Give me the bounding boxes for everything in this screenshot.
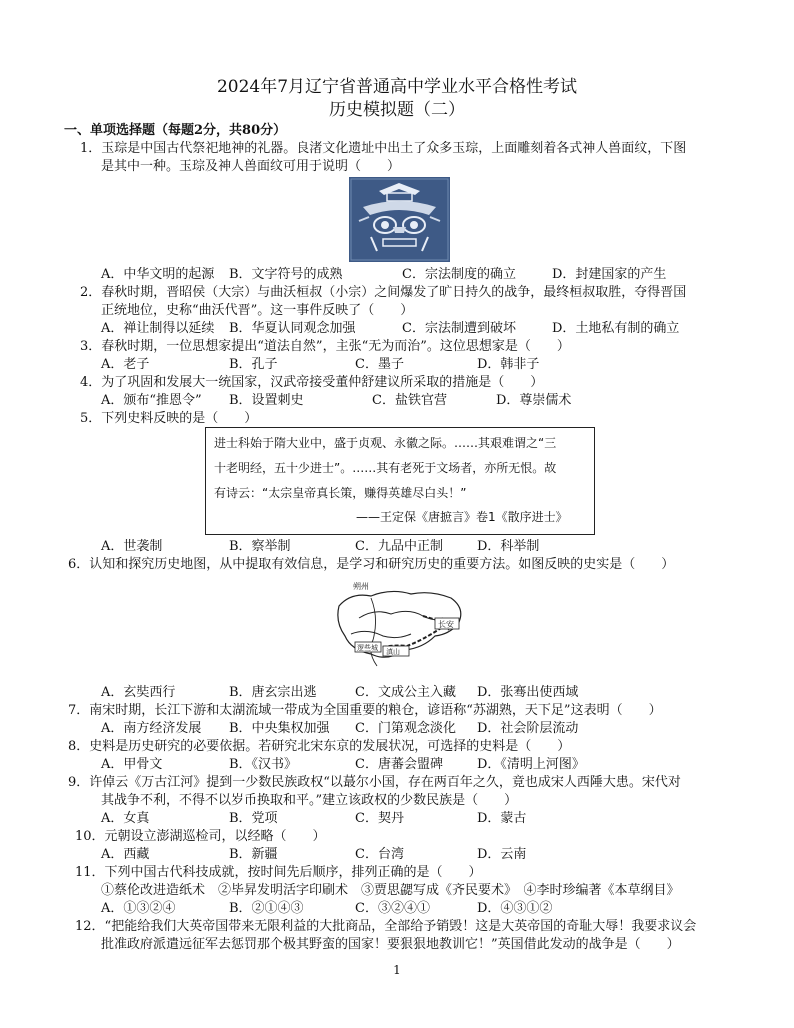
exam-title: 2024年7月辽宁省普通高中学业水平合格性考试	[216, 77, 578, 97]
map-label-luoxiecheng: 逻些城	[357, 644, 378, 652]
q7-stem-line1: 7．南宋时期，长江下游和太湖流域一带成为全国重要的粮仓，谚语称“苏湖熟，天下足”这表明（ ）	[68, 703, 662, 718]
q2-option-b[interactable]: B．华夏认同观念加强	[229, 321, 356, 336]
q1-option-b[interactable]: B．文字符号的成熟	[229, 267, 343, 282]
q2-option-d[interactable]: D．土地私有制的确立	[552, 321, 680, 336]
q9-option-d[interactable]: D．蒙古	[477, 811, 527, 826]
q8-stem-line1: 8．史料是历史研究的必要依据。若研究北宋东京的发展状况，可选择的史料是（ ）	[68, 739, 571, 754]
q6-stem-line1: 6．认知和探究历史地图，从中提取有效信息，是学习和研究历史的重要方法。如图反映的史实是（ ）	[68, 557, 675, 572]
q3-option-d[interactable]: D．韩非子	[477, 357, 540, 372]
exam-subtitle: 历史模拟题（二）	[329, 100, 465, 120]
q7-option-c[interactable]: C．门第观念淡化	[355, 721, 456, 736]
q6-option-d[interactable]: D．张骞出使西域	[477, 685, 579, 700]
q5-quote-line3: 有诗云：“太宗皇帝真长策，赚得英雄尽白头！”	[214, 486, 467, 500]
q9-option-b[interactable]: B．党项	[229, 811, 278, 826]
q5-option-c[interactable]: C．九品中正制	[355, 539, 443, 554]
q5-option-a[interactable]: A．世袭制	[101, 539, 163, 554]
section-heading: 一、单项选择题（每题2分，共80分）	[64, 123, 287, 138]
q7-option-d[interactable]: D．社会阶层流动	[477, 721, 579, 736]
map-label-shuozhou: 朔州	[353, 582, 369, 591]
page-number: 1	[393, 963, 401, 977]
q11-option-b[interactable]: B．②①④③	[229, 901, 304, 916]
q10-option-c[interactable]: C．台湾	[355, 847, 404, 862]
q5-option-d[interactable]: D．科举制	[477, 539, 540, 554]
q1-option-d[interactable]: D．封建国家的产生	[552, 267, 667, 282]
q10-stem-line1: 10．元朝设立澎湖巡检司，以经略（ ）	[75, 829, 326, 844]
q8-option-a[interactable]: A．甲骨文	[101, 757, 163, 772]
q2-option-c[interactable]: C．宗法制遭到破坏	[402, 321, 516, 336]
q6-option-c[interactable]: C．文成公主入藏	[355, 685, 456, 700]
map-label-dianshan: 滇山	[386, 648, 400, 656]
q5-source-quote-box	[205, 427, 595, 535]
q4-option-b[interactable]: B．设置刺史	[229, 393, 304, 408]
q1-stem-line1: 1．玉琮是中国古代祭祀地神的礼器。良渚文化遗址中出土了众多玉琮，上面雕刻着各式神人兽面纹，下图	[80, 141, 687, 156]
q4-stem-line1: 4．为了巩固和发展大一统国家，汉武帝接受董仲舒建议所采取的措施是（ ）	[80, 375, 544, 390]
q2-option-a[interactable]: A．禅让制得以延续	[101, 321, 215, 336]
q3-option-c[interactable]: C．墨子	[355, 357, 404, 372]
q6-option-b[interactable]: B．唐玄宗出逃	[229, 685, 317, 700]
q4-option-c[interactable]: C．盐铁官营	[372, 393, 447, 408]
q8-option-d[interactable]: D．《清明上河图》	[477, 757, 585, 772]
q5-option-b[interactable]: B．察举制	[229, 539, 291, 554]
q8-option-b[interactable]: B．《汉书》	[229, 757, 298, 772]
map-label-changan: 长安	[438, 620, 454, 629]
q5-quote-citation: ——王定保《唐摭言》卷1《散序进士》	[356, 510, 568, 524]
q2-stem-line2: 正统地位，史称“曲沃代晋”。这一事件反映了（ ）	[101, 303, 414, 318]
q3-option-a[interactable]: A．老子	[101, 357, 150, 372]
q10-option-a[interactable]: A．西藏	[101, 847, 150, 862]
q1-option-c[interactable]: C．宗法制度的确立	[402, 267, 516, 282]
q1-option-a[interactable]: A．中华文明的起源	[101, 267, 215, 282]
q2-stem-line1: 2．春秋时期，晋昭侯（大宗）与曲沃桓叔（小宗）之间爆发了旷日持久的战争，最终桓叔取胜，夺得晋国	[80, 285, 687, 300]
q9-stem-line1: 9．许倬云《万古江河》提到一少数民族政权“以蕞尔小国，存在两百年之久，竟也成宋人西陲大患。宋代对	[68, 775, 681, 790]
q11-option-c[interactable]: C．③②④①	[355, 901, 430, 916]
q4-option-a[interactable]: A．颁布“推恩令”	[101, 393, 202, 408]
q10-option-b[interactable]: B．新疆	[229, 847, 278, 862]
q5-quote-line2: 十老明经，五十少进士”。……其有老死于文场者，亦所无恨。故	[214, 461, 557, 475]
q11-option-a[interactable]: A．①③②④	[101, 901, 176, 916]
jade-cong-mask-image	[349, 177, 450, 262]
q7-option-a[interactable]: A．南方经济发展	[101, 721, 202, 736]
q4-option-d[interactable]: D．尊崇儒术	[496, 393, 572, 408]
q1-stem-line2: 是其中一种。玉琮及神人兽面纹可用于说明（ ）	[101, 159, 401, 174]
q10-option-d[interactable]: D．云南	[477, 847, 527, 862]
q9-option-c[interactable]: C．契丹	[355, 811, 404, 826]
q5-stem-line1: 5．下列史料反映的是（ ）	[80, 411, 258, 426]
q9-option-a[interactable]: A．女真	[101, 811, 150, 826]
q11-stem-line2: ①蔡伦改进造纸术 ②毕昇发明活字印刷术 ③贾思勰写成《齐民要术》 ④李时珍编著《本草纲目》	[101, 883, 680, 898]
q9-stem-line2: 其战争不利，不得不以岁币换取和平。”建立该政权的少数民族是（ ）	[101, 793, 518, 808]
q3-stem-line1: 3．春秋时期，一位思想家提出“道法自然”，主张“无为而治”。这位思想家是（ ）	[80, 339, 570, 354]
q5-quote-line1: 进士科始于隋大业中，盛于贞观、永徽之际。……其艰难谓之“三	[214, 436, 557, 450]
q11-stem-line1: 11．下列中国古代科技成就，按时间先后顺序，排列正确的是（ ）	[75, 865, 482, 880]
q12-stem-line2: 批准政府派遣远征军去惩罚那个极其野蛮的国家！要狠狠地教训它！”英国借此发动的战争是（ ）	[101, 937, 680, 952]
q7-option-b[interactable]: B．中央集权加强	[229, 721, 330, 736]
historical-route-map	[331, 578, 471, 678]
q3-option-b[interactable]: B．孔子	[229, 357, 278, 372]
q6-option-a[interactable]: A．玄奘西行	[101, 685, 176, 700]
q8-option-c[interactable]: C．唐蕃会盟碑	[355, 757, 443, 772]
q12-stem-line1: 12．“把能给我们大英帝国带来无限利益的大批商品，全部给予销毁！这是大英帝国的奇耻大辱！我要求议会	[75, 919, 697, 934]
q11-option-d[interactable]: D．④③①②	[477, 901, 553, 916]
